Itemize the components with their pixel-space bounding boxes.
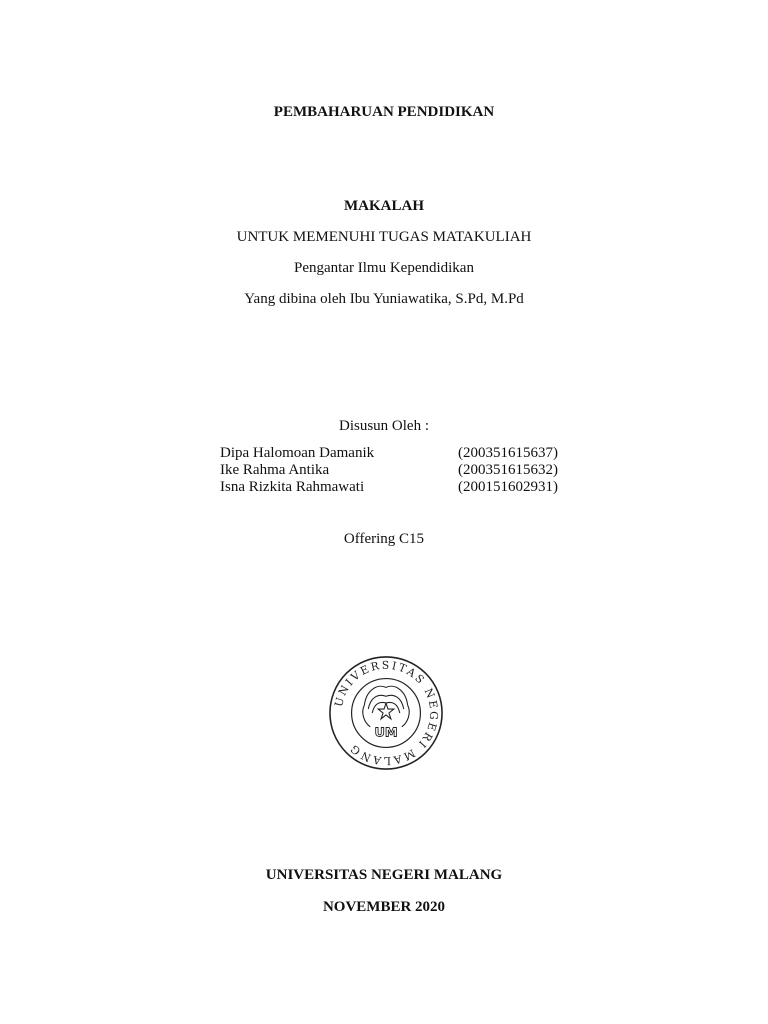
author-nim: (200351615632) [458,462,558,478]
author-name: Isna Rizkita Rahmawati [220,479,365,495]
seal-emblem [363,686,409,727]
list-item [220,462,565,479]
lecturer-line: Yang dibina oleh Ibu Yuniawatika, S.Pd, M.Pd [244,291,524,307]
authors-label: Disusun Oleh : [339,418,429,434]
list-item [220,445,565,462]
document-date: NOVEMBER 2020 [322,899,446,915]
author-name: Ike Rahma Antika [220,462,330,478]
course-name: Pengantar Ilmu Kependidikan [294,260,474,276]
author-name: Dipa Halomoan Damanik [220,445,375,461]
author-list [220,445,565,496]
document-title: PEMBAHARUAN PENDIDIKAN [273,104,495,120]
svg-text:UNIVERSITAS NEGERI MALANG [332,659,440,768]
document-type: MAKALAH [344,198,424,214]
offering-label: Offering C15 [343,531,425,547]
seal-ring-text: UNIVERSITAS NEGERI MALANG [332,658,441,768]
list-item [220,479,565,496]
institution-name: UNIVERSITAS NEGERI MALANG [265,867,503,883]
author-nim: (200151602931) [458,479,558,495]
author-nim: (200351615637) [458,445,558,461]
university-seal-icon [327,654,445,772]
document-purpose: UNTUK MEMENUHI TUGAS MATAKULIAH [236,229,532,245]
seal-monogram: UM [374,725,398,741]
